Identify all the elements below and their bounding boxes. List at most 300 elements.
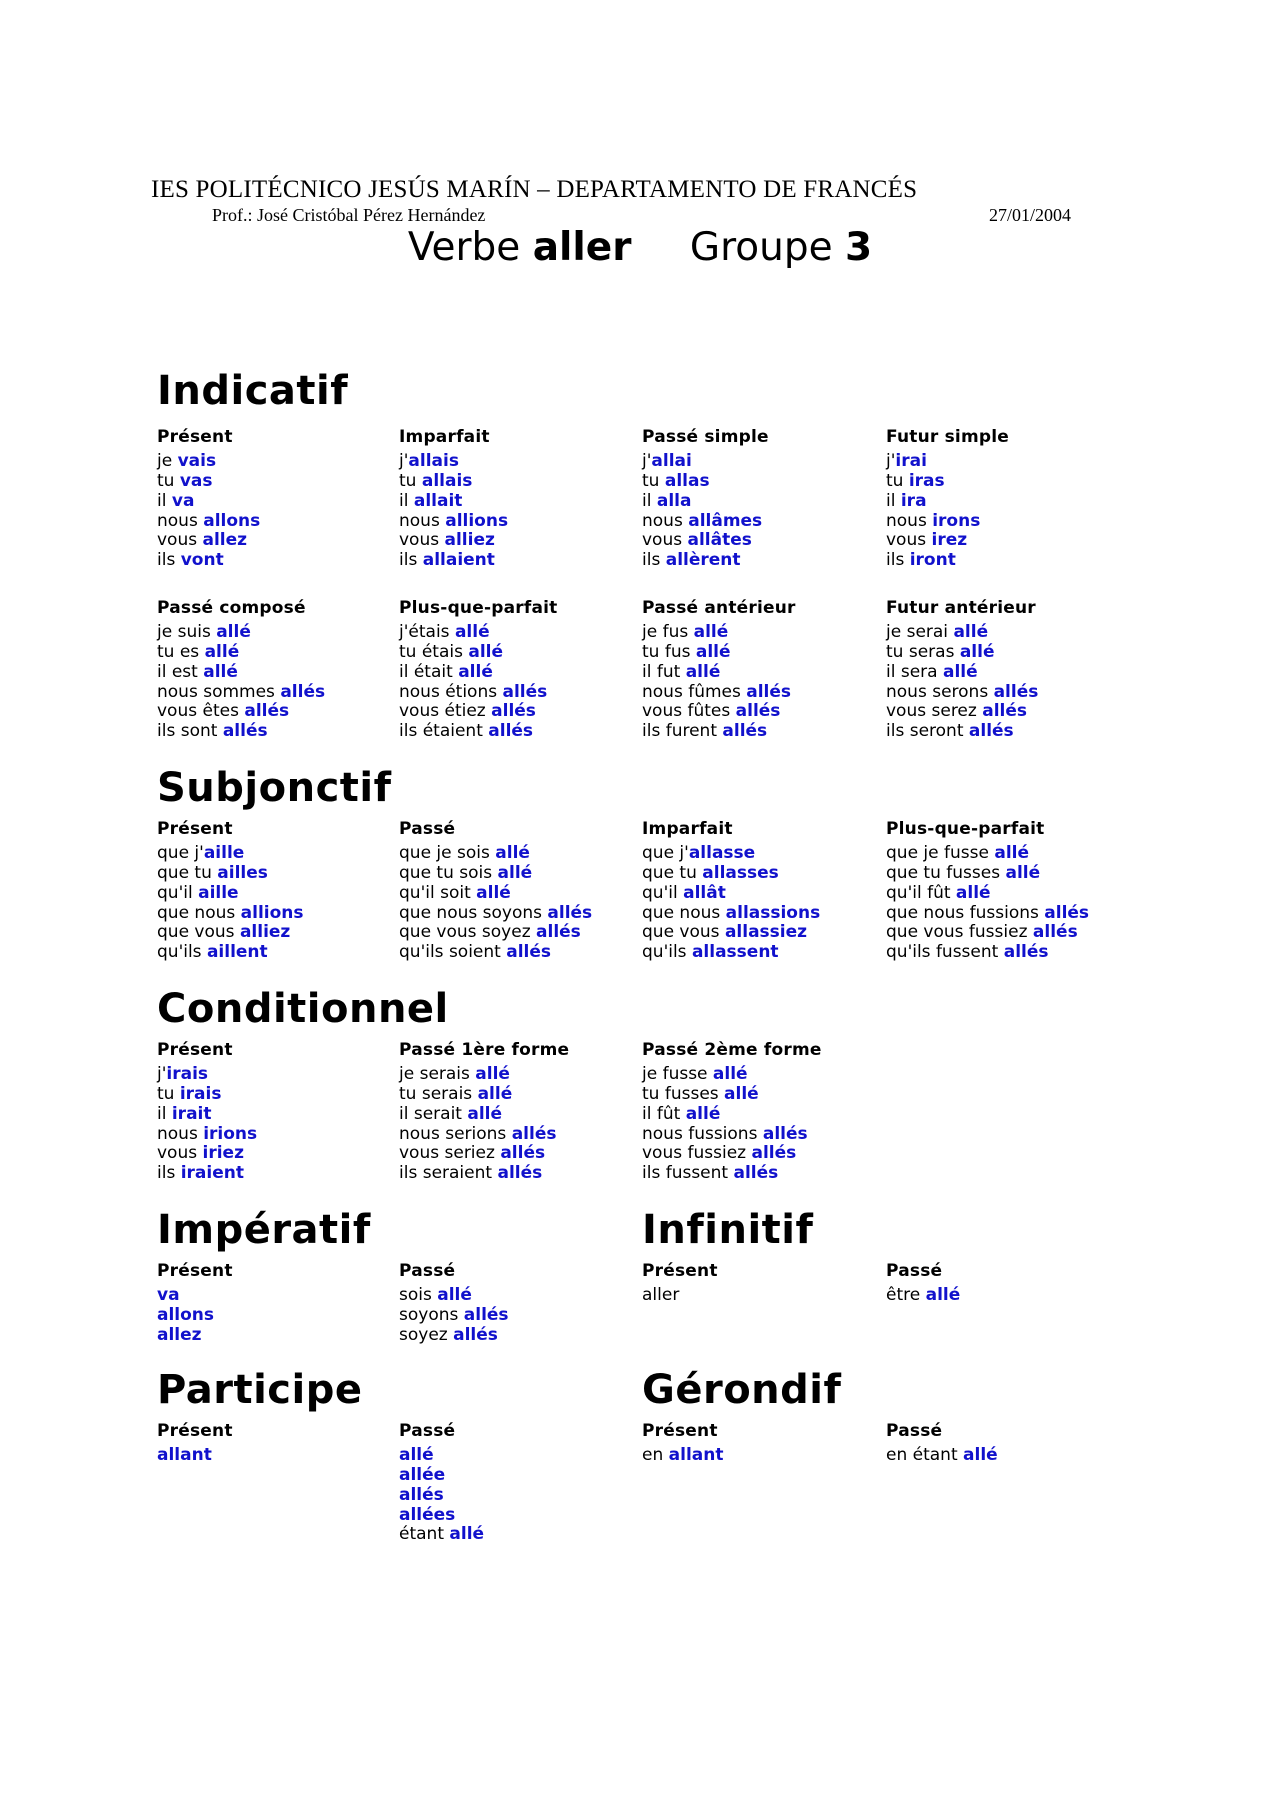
conjugation-row: [642, 1286, 877, 1306]
pronoun-text: il fût: [642, 1103, 686, 1124]
pronoun-text: que tu: [642, 862, 703, 883]
pronoun-text: nous: [642, 510, 689, 531]
conjugation-row: [886, 512, 1121, 532]
verb-form: allés: [993, 681, 1039, 702]
conjugation-row: [157, 943, 392, 963]
conjugation-row: [399, 1085, 634, 1105]
conjugation-table: [642, 428, 877, 571]
teacher-name: Prof.: José Cristóbal Pérez Hernández: [212, 205, 486, 225]
conjugation-row: [642, 844, 877, 864]
verb-form: vas: [179, 470, 213, 491]
pronoun-text: sois: [399, 1284, 438, 1305]
verb-form: iraient: [180, 1163, 244, 1184]
conjugation-row: [399, 512, 634, 532]
section-subjonctif-title: Subjonctif: [157, 765, 392, 811]
verb-form: allâmes: [688, 510, 763, 531]
pronoun-text: qu'il soit: [399, 882, 477, 903]
tense-label: Passé simple: [642, 427, 769, 447]
verb-form: alla: [656, 490, 692, 511]
pronoun-text: il: [157, 1103, 172, 1124]
conjugation-row: [399, 551, 634, 571]
verb-form: allés: [762, 1123, 808, 1144]
verb-form: allés: [488, 721, 534, 742]
conjugation-row: [399, 1525, 634, 1545]
title-group-number: 3: [845, 225, 873, 270]
title-verb: aller: [532, 225, 632, 270]
pronoun-text: tu: [886, 470, 909, 491]
pronoun-text: je: [157, 450, 178, 471]
pronoun-text: que nous: [642, 902, 726, 923]
pronoun-text: ils: [399, 550, 423, 571]
conjugation-row: [642, 512, 877, 532]
pronoun-text: que tu: [157, 862, 218, 883]
pronoun-text: vous fûtes: [642, 701, 736, 722]
pronoun-text: qu'ils soient: [399, 942, 507, 963]
conjugation-row: [157, 1164, 392, 1184]
conjugation-table: [399, 599, 634, 742]
section-indicatif-title: Indicatif: [157, 368, 349, 414]
verb-form: iriez: [202, 1143, 244, 1164]
conjugation-row: [399, 1326, 634, 1346]
conjugation-row: [399, 1486, 634, 1506]
section-conditionnel-title: Conditionnel: [157, 986, 449, 1032]
verb-form: allasses: [702, 862, 779, 883]
pronoun-text: j': [157, 1063, 167, 1084]
verb-form: allé: [468, 641, 504, 662]
pronoun-text: que tu fusses: [886, 862, 1006, 883]
pronoun-text: en: [642, 1444, 669, 1465]
verb-form: allé: [216, 621, 251, 642]
verb-form: allais: [421, 470, 473, 491]
conjugation-row: [642, 1164, 877, 1184]
verb-form: allés: [280, 681, 326, 702]
verb-form: allés: [1032, 922, 1078, 943]
conjugation-row: [886, 923, 1121, 943]
pronoun-text: j'étais: [399, 621, 455, 642]
conjugation-row: [157, 663, 392, 683]
conjugation-row: [886, 702, 1121, 722]
pronoun-text: ils: [886, 550, 910, 571]
verb-form: allé: [467, 1103, 503, 1124]
pronoun-text: ils étaient: [399, 721, 489, 742]
tense-label: Passé: [399, 819, 456, 839]
pronoun-text: soyons: [399, 1304, 464, 1325]
pronoun-text: nous sommes: [157, 681, 281, 702]
conjugation-row: [642, 1446, 877, 1466]
conjugation-row: [157, 1065, 392, 1085]
verb-form: allé: [994, 842, 1030, 863]
verb-form: allés: [399, 1484, 444, 1505]
pronoun-text: je serai: [886, 621, 954, 642]
verb-form: allés: [222, 721, 268, 742]
verb-form: allé: [203, 661, 238, 682]
conjugation-row: [642, 864, 877, 884]
verb-form: allez: [202, 530, 248, 551]
tense-label: Passé composé: [157, 598, 306, 618]
conjugation-row: [399, 722, 634, 742]
conjugation-row: [642, 884, 877, 904]
pronoun-text: que vous fussiez: [886, 922, 1033, 943]
pronoun-text: il: [157, 490, 172, 511]
conjugation-row: [399, 623, 634, 643]
verb-form: vais: [177, 450, 217, 471]
conjugation-table: [157, 428, 392, 571]
verb-form: allés: [491, 701, 536, 722]
verb-form: allassions: [725, 902, 821, 923]
pronoun-text: j': [399, 450, 409, 471]
conjugation-row: [157, 1306, 392, 1326]
pronoun-text: tu: [157, 1083, 180, 1104]
conjugation-row: [642, 623, 877, 643]
conjugation-row: [642, 663, 877, 683]
conjugation-table: [886, 820, 1121, 963]
verb-form: allés: [982, 701, 1027, 722]
pronoun-text: tu: [157, 470, 180, 491]
conjugation-row: [886, 884, 1121, 904]
verb-form: allés: [500, 1143, 546, 1164]
conjugation-row: [886, 1446, 1121, 1466]
conjugation-table: [886, 599, 1121, 742]
verb-form: allées: [399, 1504, 456, 1525]
conjugation-row: [399, 1105, 634, 1125]
pronoun-text: il: [642, 490, 657, 511]
pronoun-text: tu serais: [399, 1083, 478, 1104]
tense-label: Passé antérieur: [642, 598, 796, 618]
section-gerondif-title: Gérondif: [642, 1367, 842, 1413]
pronoun-text: nous fûmes: [642, 681, 747, 702]
verb-form: allés: [547, 902, 593, 923]
verb-form: allé: [449, 1524, 485, 1545]
pronoun-text: vous êtes: [157, 701, 245, 722]
pronoun-text: tu: [642, 470, 665, 491]
verb-form: allé: [477, 1083, 513, 1104]
pronoun-text: que vous: [642, 922, 725, 943]
pronoun-text: que j': [642, 842, 689, 863]
verb-form: iras: [908, 470, 945, 491]
conjugation-row: [399, 844, 634, 864]
conjugation-row: [157, 702, 392, 722]
conjugation-table: [642, 1422, 877, 1466]
conjugation-row: [399, 1306, 634, 1326]
pronoun-text: qu'ils: [642, 942, 692, 963]
conjugation-row: [399, 702, 634, 722]
pronoun-text: nous serons: [886, 681, 994, 702]
title-verb-prefix: Verbe: [407, 225, 521, 270]
verb-form: allés: [244, 701, 290, 722]
verb-form: irai: [895, 450, 927, 471]
tense-label: Passé 2ème forme: [642, 1040, 822, 1060]
conjugation-row: [642, 702, 877, 722]
verb-form: allé: [475, 1063, 510, 1084]
conjugation-table: [399, 428, 634, 571]
verb-form: allons: [157, 1304, 215, 1325]
pronoun-text: ils: [642, 550, 666, 571]
conjugation-table: [886, 428, 1121, 571]
pronoun-text: nous fussions: [642, 1123, 763, 1144]
verb-form: irait: [171, 1103, 212, 1124]
verb-form: allé: [1005, 862, 1041, 883]
verb-form: allés: [463, 1304, 509, 1325]
verb-form: allés: [506, 942, 552, 963]
school-header: IES POLITÉCNICO JESÚS MARÍN – DEPARTAMENTO DE FRANCÉS: [151, 176, 918, 203]
verb-form: allés: [1003, 942, 1049, 963]
verb-form: allé: [476, 882, 511, 903]
pronoun-text: vous: [642, 530, 688, 551]
conjugation-row: [157, 884, 392, 904]
verb-form: allé: [458, 661, 493, 682]
conjugation-row: [399, 1446, 634, 1466]
pronoun-text: nous: [157, 1123, 204, 1144]
verb-form: allai: [651, 450, 692, 471]
pronoun-text: je suis: [157, 621, 217, 642]
conjugation-row: [399, 472, 634, 492]
verb-form: allé: [204, 641, 240, 662]
verb-form: irons: [932, 510, 981, 531]
verb-form: allèrent: [665, 550, 741, 571]
verb-form: allasse: [688, 842, 756, 863]
conjugation-row: [157, 452, 392, 472]
conjugation-row: [642, 683, 877, 703]
verb-form: allas: [664, 470, 710, 491]
conjugation-table: [642, 820, 877, 963]
conjugation-row: [886, 472, 1121, 492]
tense-label: Présent: [157, 819, 233, 839]
conjugation-row: [157, 472, 392, 492]
conjugation-row: [157, 512, 392, 532]
conjugation-row: [157, 1105, 392, 1125]
conjugation-row: [886, 844, 1121, 864]
pronoun-text: que j': [157, 842, 204, 863]
conjugation-row: [399, 1144, 634, 1164]
pronoun-text: qu'il: [157, 882, 199, 903]
verb-form: ira: [900, 490, 927, 511]
conjugation-row: [886, 643, 1121, 663]
pronoun-text: vous: [157, 530, 203, 551]
verb-form: allés: [497, 1163, 543, 1184]
conjugation-row: [399, 643, 634, 663]
conjugation-row: [886, 722, 1121, 742]
conjugation-row: [157, 722, 392, 742]
tense-label: Présent: [157, 427, 233, 447]
conjugation-row: [886, 943, 1121, 963]
pronoun-text: nous: [886, 510, 933, 531]
conjugation-table: [642, 1262, 877, 1306]
tense-label: Imparfait: [642, 819, 733, 839]
tense-label: Présent: [157, 1421, 233, 1441]
pronoun-text: nous étions: [399, 681, 503, 702]
verb-form: allés: [502, 681, 548, 702]
conjugation-table: [642, 1041, 877, 1184]
conjugation-row: [399, 531, 634, 551]
conjugation-row: [157, 1125, 392, 1145]
conjugation-row: [157, 1446, 392, 1466]
verb-form: allés: [735, 701, 781, 722]
verb-form: allez: [157, 1324, 202, 1345]
conjugation-row: [399, 683, 634, 703]
conjugation-row: [399, 1286, 634, 1306]
pronoun-text: je fusse: [642, 1063, 713, 1084]
pronoun-text: tu étais: [399, 641, 469, 662]
verb-form: allé: [955, 882, 991, 903]
conjugation-row: [642, 1065, 877, 1085]
conjugation-row: [157, 1085, 392, 1105]
conjugation-table: [157, 820, 392, 963]
conjugation-row: [157, 551, 392, 571]
verb-form: allés: [536, 922, 581, 943]
verb-form: allé: [454, 621, 490, 642]
pronoun-text: qu'il fût: [886, 882, 956, 903]
verb-form: allons: [203, 510, 261, 531]
pronoun-text: qu'ils: [157, 942, 207, 963]
verb-form: va: [157, 1284, 180, 1305]
pronoun-text: je fus: [642, 621, 694, 642]
tense-label: Passé 1ère forme: [399, 1040, 570, 1060]
conjugation-row: [642, 722, 877, 742]
verb-form: allé: [497, 862, 533, 883]
verb-form: allât: [683, 882, 726, 903]
conjugation-table: [399, 1262, 634, 1346]
pronoun-text: tu es: [157, 641, 205, 662]
conjugation-row: [399, 904, 634, 924]
pronoun-text: il est: [157, 661, 204, 682]
conjugation-table: [157, 599, 392, 742]
conjugation-row: [399, 1125, 634, 1145]
conjugation-row: [399, 864, 634, 884]
pronoun-text: que nous: [157, 902, 241, 923]
pronoun-text: que tu sois: [399, 862, 498, 883]
pronoun-text: j': [642, 450, 652, 471]
pronoun-text: tu seras: [886, 641, 960, 662]
conjugation-row: [157, 904, 392, 924]
tense-label: Passé: [399, 1261, 456, 1281]
conjugation-row: [399, 884, 634, 904]
pronoun-text: en étant: [886, 1444, 964, 1465]
conjugation-row: [886, 864, 1121, 884]
conjugation-row: [886, 531, 1121, 551]
tense-label: Présent: [157, 1261, 233, 1281]
pronoun-text: ils sont: [157, 721, 223, 742]
conjugation-row: [642, 923, 877, 943]
page-title: [0, 225, 1280, 270]
verb-form: allâtes: [687, 530, 752, 551]
conjugation-row: [399, 943, 634, 963]
verb-form: allant: [668, 1444, 724, 1465]
pronoun-text: je serais: [399, 1063, 476, 1084]
verb-form: allé: [724, 1083, 759, 1104]
pronoun-text: ils fussent: [642, 1163, 734, 1184]
conjugation-row: [157, 1286, 392, 1306]
pronoun-text: il sera: [886, 661, 943, 682]
pronoun-text: aller: [642, 1284, 680, 1305]
conjugation-row: [157, 1326, 392, 1346]
verb-form: alliez: [444, 530, 495, 551]
conjugation-row: [642, 472, 877, 492]
verb-form: allé: [685, 661, 721, 682]
conjugation-row: [886, 904, 1121, 924]
pronoun-text: étant: [399, 1524, 450, 1545]
conjugation-table: [886, 1422, 1121, 1466]
pronoun-text: il fut: [642, 661, 686, 682]
verb-form: allés: [733, 1163, 779, 1184]
verb-form: iront: [909, 550, 956, 571]
pronoun-text: nous serions: [399, 1123, 512, 1144]
verb-form: allais: [408, 450, 459, 471]
conjugation-row: [886, 1286, 1121, 1306]
verb-form: allé: [963, 1444, 998, 1465]
pronoun-text: il était: [399, 661, 459, 682]
verb-form: alliez: [239, 922, 291, 943]
conjugation-row: [642, 492, 877, 512]
verb-form: allé: [959, 641, 995, 662]
conjugation-table: [399, 820, 634, 963]
conjugation-row: [399, 452, 634, 472]
pronoun-text: vous fussiez: [642, 1143, 752, 1164]
conjugation-row: [399, 1506, 634, 1526]
conjugation-row: [886, 452, 1121, 472]
section-imperatif-title: Impératif: [157, 1207, 371, 1253]
conjugation-row: [157, 531, 392, 551]
conjugation-table: [399, 1422, 634, 1545]
conjugation-row: [642, 943, 877, 963]
verb-form: irais: [166, 1063, 209, 1084]
conjugation-row: [399, 923, 634, 943]
tense-label: Futur simple: [886, 427, 1009, 447]
tense-label: Plus-que-parfait: [886, 819, 1045, 839]
verb-form: allée: [399, 1464, 446, 1485]
conjugation-row: [886, 492, 1121, 512]
section-participe-title: Participe: [157, 1367, 363, 1413]
conjugation-table: [399, 1041, 634, 1184]
verb-form: allés: [511, 1123, 557, 1144]
conjugation-row: [642, 1105, 877, 1125]
verb-form: allions: [240, 902, 304, 923]
conjugation-row: [157, 683, 392, 703]
document-date: 27/01/2004: [988, 205, 1071, 225]
conjugation-row: [399, 1164, 634, 1184]
conjugation-row: [642, 531, 877, 551]
tense-label: Passé: [886, 1261, 943, 1281]
pronoun-text: ils seraient: [399, 1163, 498, 1184]
conjugation-row: [886, 551, 1121, 571]
verb-form: allé: [925, 1284, 961, 1305]
pronoun-text: il serait: [399, 1103, 468, 1124]
verb-form: allé: [953, 621, 989, 642]
pronoun-text: vous étiez: [399, 701, 492, 722]
conjugation-row: [399, 663, 634, 683]
pronoun-text: que je fusse: [886, 842, 995, 863]
pronoun-text: nous: [399, 510, 446, 531]
pronoun-text: il: [399, 490, 414, 511]
verb-form: allaient: [422, 550, 495, 571]
conjugation-table: [642, 599, 877, 742]
verb-form: allé: [695, 641, 731, 662]
conjugation-row: [642, 551, 877, 571]
tense-label: Présent: [157, 1040, 233, 1060]
verb-form: allés: [751, 1143, 797, 1164]
conjugation-row: [157, 623, 392, 643]
conjugation-row: [642, 904, 877, 924]
tense-label: Passé: [399, 1421, 456, 1441]
conjugation-row: [642, 1085, 877, 1105]
verb-form: allés: [722, 721, 768, 742]
pronoun-text: vous: [399, 530, 445, 551]
title-group-prefix: Groupe: [689, 225, 833, 270]
conjugation-row: [157, 643, 392, 663]
section-infinitif-title: Infinitif: [642, 1207, 814, 1253]
verb-form: vont: [180, 550, 224, 571]
pronoun-text: j': [886, 450, 896, 471]
conjugation-row: [886, 663, 1121, 683]
